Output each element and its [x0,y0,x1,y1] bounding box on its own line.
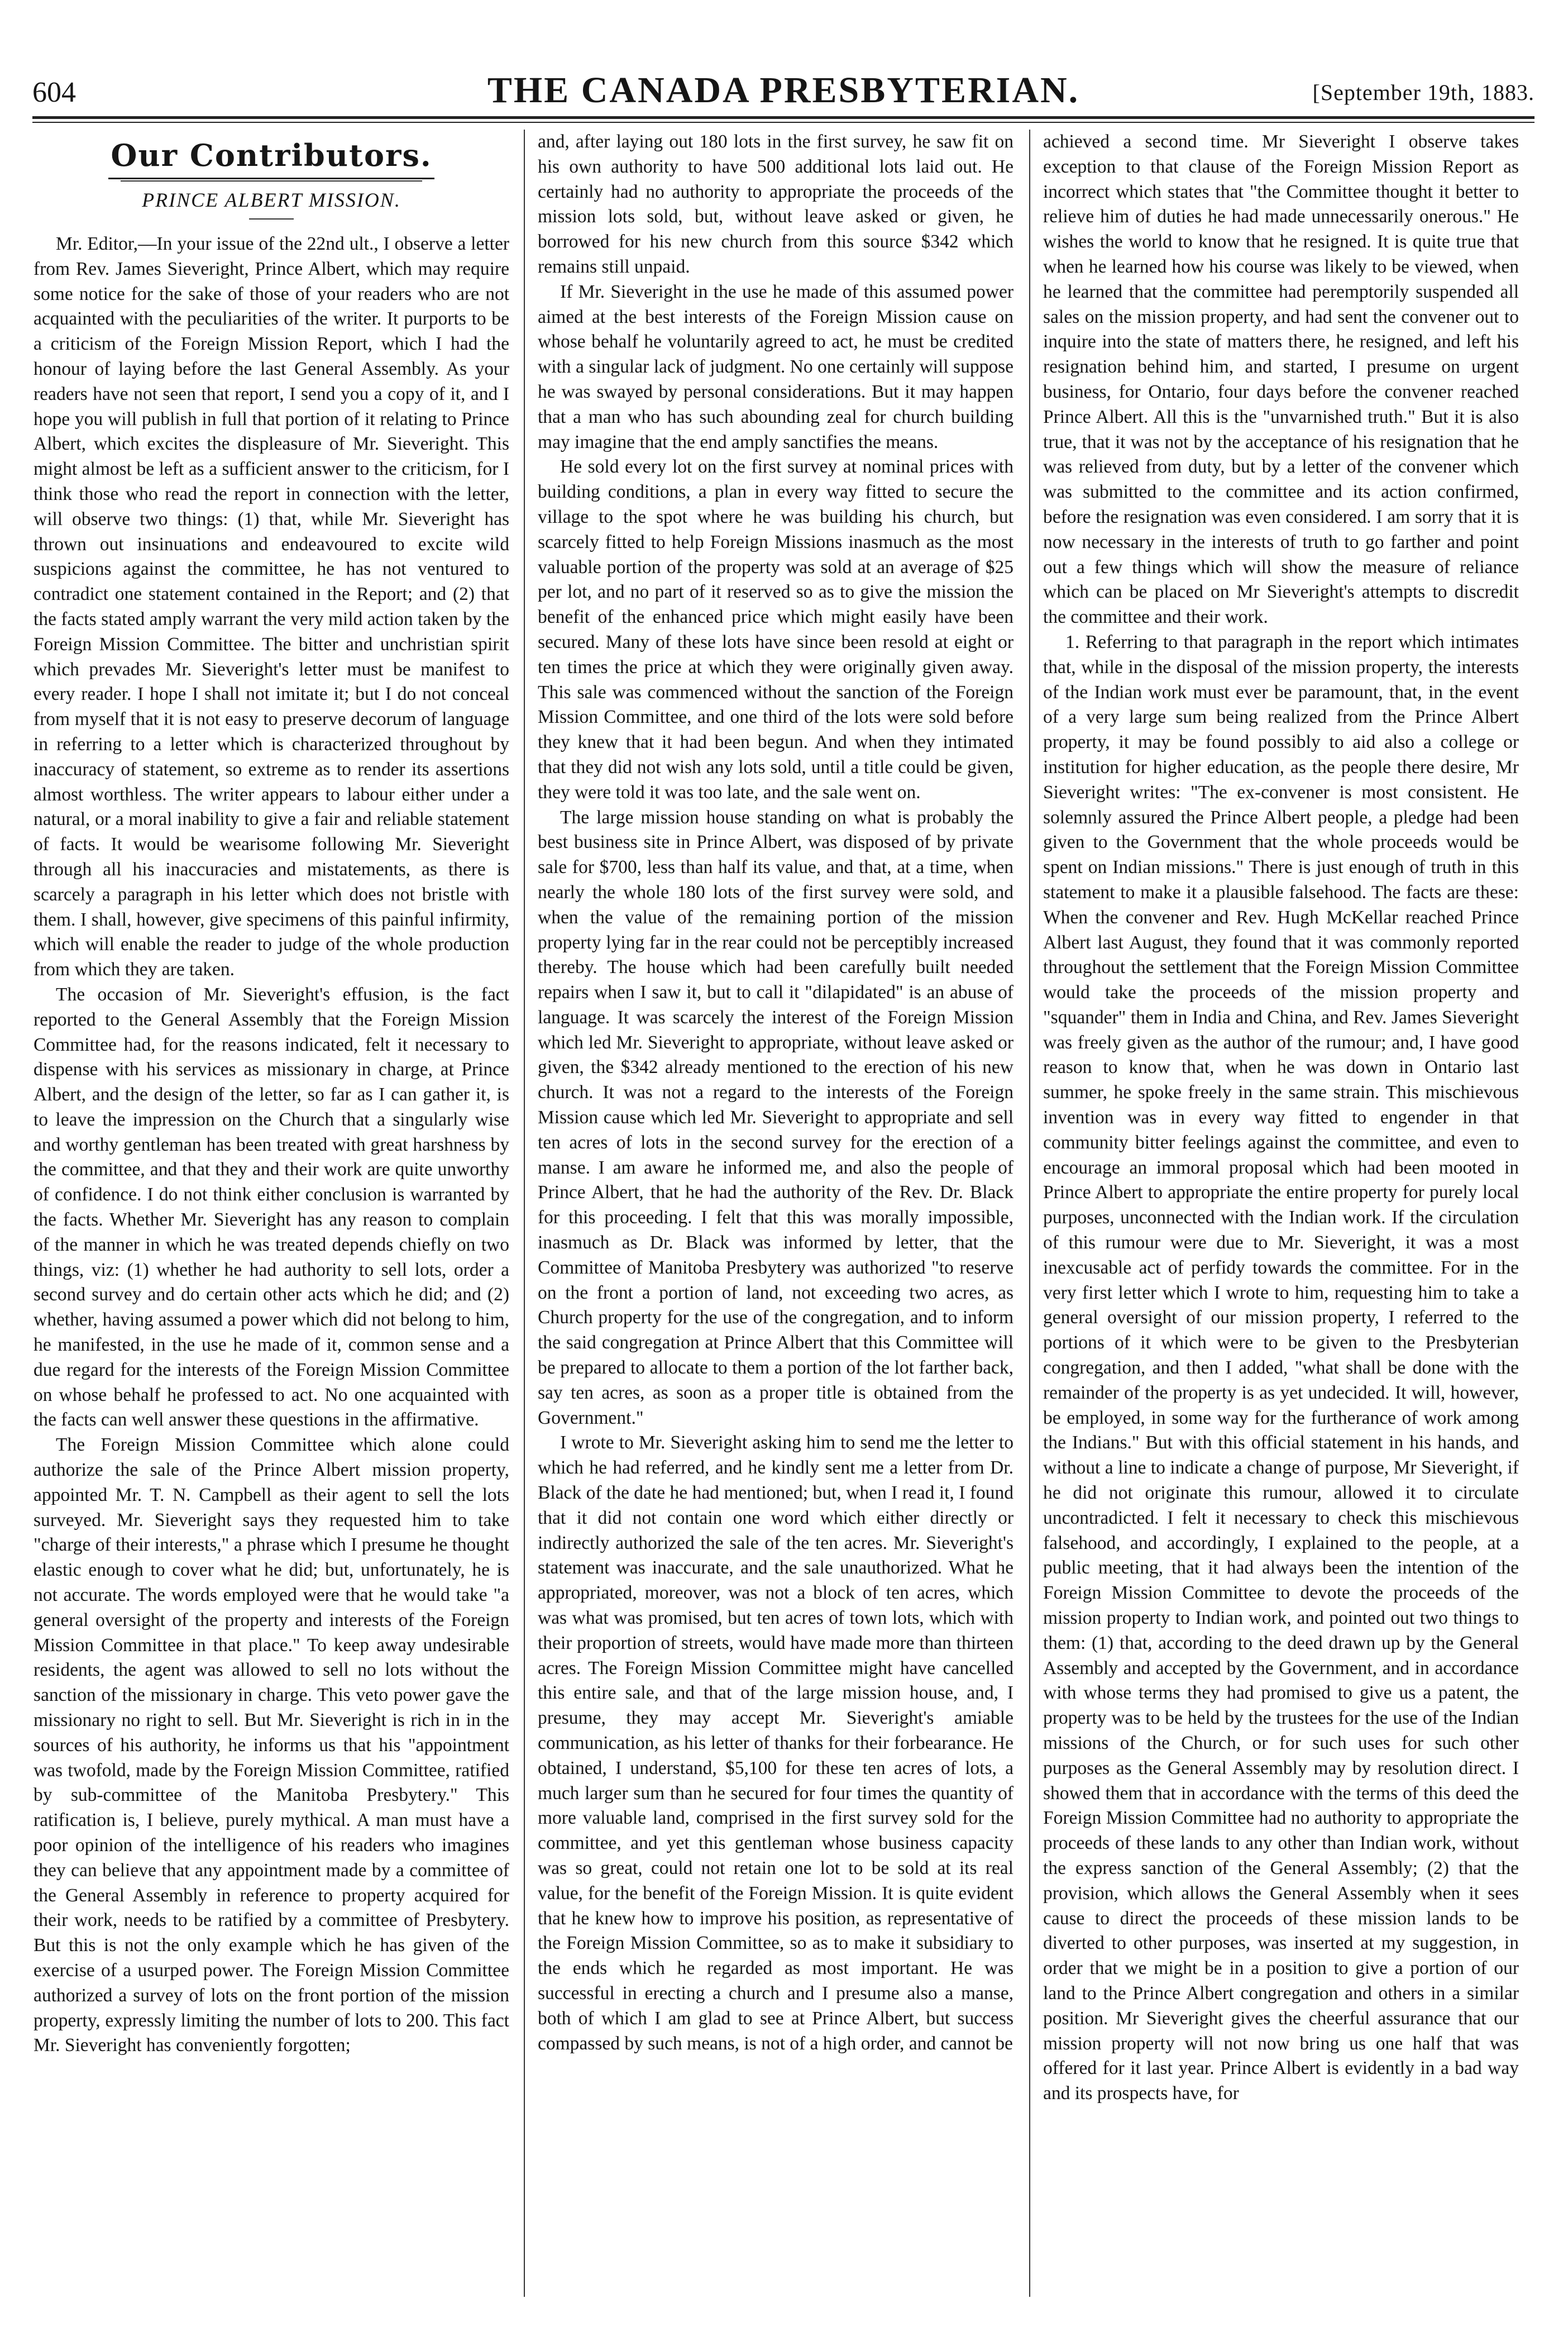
paragraph: He sold every lot on the first survey at nominal prices with building conditions, a plan in every way fitted to secure the village to the spot where he was building his church, but scarcely fitted to help Foreign Missions inasmuch as the most valuable portion of the property was sold at an average of $25 per lot, and no part of it reserved so as to give the mission the benefit of the enhanced price which might easily have been secured. Many of these lots have since been resold at eight or ten times the price at which they were originally given away. This sale was commenced without the sanction of the Foreign Mission Committee, and one third of the lots were sold before they knew that it had been begun. And when they intimated that they did not wish any lots sold, until a title could be given, they were told it was too late, and the sale went on. [538,456,1014,803]
column-2 [538,130,1014,2302]
masthead [32,66,1534,116]
column-3 [1043,130,1519,2302]
page-number: 604 [32,77,76,108]
issue-date: [September 19th, 1883. [1312,80,1534,105]
masthead-rule-thin [32,122,1534,123]
column-divider [524,130,525,2297]
section-heading: Our Contributors. [34,133,509,179]
paragraph: 1. Referring to that paragraph in the report which intimates that, while in the disposal of the mission property, the interests of the Indian work must ever be paramount, that, in the event of a very large sum being realized from the Prince Albert property, it may be found possibly to aid also a college or institution for higher education, as the people there desire, Mr Sieveright writes: "The ex-convener is most consistent. He solemnly assured the Prince Albert people, a pledge had been given to the Government that the whole proceeds would be spent on Indian missions." There is just enough of truth in this statement to make it a plausible falsehood. The facts are these: When the convener and Rev. Hugh McKellar reached Prince Albert last August, they found that it was commonly reported throughout the settlement that the Foreign Mission Committee would take the proceeds of the mission property and "squander" them in India and China, and Rev. James Sieveright was freely given as the author of the rumour; and, I have good reason to know that, when he was down in Ontario last summer, he spoke freely in the same strain. This mischievous invention was in every way fitted to engender in that community bitter feelings against the committee, and even to encourage an immoral proposal which had been mooted in Prince Albert to appropriate the entire property for purely local purposes, unconnected with the Indian work. If the circulation of this rumour were due to Mr. Sieveright, it was a most inexcusable act of perfidy towards the committee. For in the very first letter which I wrote to him, requesting him to take a general oversight of our mission property, I referred to the portions of it which were to be given to the Presbyterian congregation, and then I added, "what shall be done with the remainder of the property is as yet undecided. It will, however, be employed, in some way for the furtherance of work among the Indians." But with this official statement in his hands, and without a line to indicate a change of purpose, Mr Sieveright, if he did not originate this rumour, allowed it to circulate uncontradicted. I felt it necessary to check this mischievous falsehood, and accordingly, I explained to the people, at a public meeting, that it had always been the intention of the Foreign Mission Committee to devote the proceeds of the mission property to Indian work, and pointed out two things to them: (1) that, according to the deed drawn up by the General Assembly and accepted by the Government, and in accordance with whose terms they had promised to give us a patent, the property was to be held by the trustees for the use of the Indian missions of the Church, or for such uses for such other purposes as the General Assembly may by resolution direct. I showed them that in accordance with the terms of this deed the Foreign Mission Committee had no authority to appropriate the proceeds of these lands to any other than Indian work, without the express sanction of the General Assembly; (2) that the provision, which allows the General Assembly when it sees cause to direct the proceeds of these mission lands to be diverted to other purposes, was inserted at my suggestion, in order that we might be in a position to give a portion of our land to the Prince Albert congregation and others in a similar position. Mr Sieveright gives the cheerful assurance that our mission property will not now bring us one half that was offered for it last year. Prince Albert is evidently in a bad way and its prospects have, for [1043,631,1519,2104]
column-1 [34,130,509,2302]
paragraph: The occasion of Mr. Sieveright's effusion, is the fact reported to the General Assembly that the Foreign Mission Committee had, for the reasons indicated, felt it necessary to dispense with his services as missionary in charge, at Prince Albert, and the design of the letter, so far as I can gather it, is to leave the impression on the Church that a singularly wise and worthy gentleman has been treated with great harshness by the committee, and that they and their work are quite unworthy of confidence. I do not think either conclusion is warranted by the facts. Whether Mr. Sieveright has any reason to complain of the manner in which he was treated depends chiefly on two things, viz: (1) whether he had authority to sell lots, order a second survey and do certain other acts which he did; and (2) whether, having assumed a power which did not belong to him, he manifested, in the use he made of it, common sense and a due regard for the interests of the Foreign Mission Committee on whose behalf he professed to act. No one acquainted with the facts can well answer these questions in the affirmative. [34,984,509,1430]
article-title: PRINCE ALBERT MISSION. [34,180,509,220]
paragraph: achieved a second time. Mr Sieveright I observe takes exception to that clause of the Foreign Mission Report as incorrect which states that "the Committee thought it better to relieve him of duties he had made unnecessarily onerous." He wishes the world to know that he resigned. It is quite true that when he learned how his course was likely to be viewed, when he learned that the committee had peremptorily suspended all sales on the mission property, and had sent the convener out to inquire into the state of matters there, he resigned, and left his resignation behind him, and started, I presume on urgent business, for Ontario, four days before the convener reached Prince Albert. All this is the "unvarnished truth." But it is also true, that it was not by the acceptance of his resignation that he was relieved from duty, but by a letter of the convener which was submitted to the committee and its action confirmed, before the resignation was even considered. I am sorry that it is now necessary in the interests of truth to go farther and point out a few things which will show the measure of reliance which can be placed on Mr Sieveright's attempts to discredit the committee and their work. [1043,131,1519,628]
paragraph: If Mr. Sieveright in the use he made of this assumed power aimed at the best interests of the Foreign Mission cause on whose behalf he voluntarily agreed to act, he must be credited with a singular lack of judgment. No one certainly will suppose he was swayed by personal considerations. But it may happen that a man who has such abounding zeal for church building may imagine that the end amply sanctifies the means. [538,281,1014,452]
paragraph: The large mission house standing on what is probably the best business site in Prince Albert, was disposed of by private sale for $700, less than half its value, and that, at a time, when nearly the whole 180 lots of the first survey were sold, and when the value of the remaining portion of the mission property lying far in the rear could not be perceptibly increased thereby. The house which had been carefully built needed repairs when I saw it, but to call it "dilapidated" is an abuse of language. It was scarcely the interest of the Foreign Mission which led Mr. Sieveright to appropriate, without leave asked or given, the $342 already mentioned to the erection of his new church. It was not a regard to the interests of the Foreign Mission cause which led Mr. Sieveright to appropriate and sell ten acres of lots in the second survey for the erection of a manse. I am aware he informed me, and also the people of Prince Albert, that he had the authority of the Rev. Dr. Black for this proceeding. I felt that this was morally impossible, inasmuch as Dr. Black was informed by letter, that the Committee of Manitoba Presbytery was authorized "to reserve on the front a portion of land, not exceeding two acres, as Church property for the use of the congregation, and to inform the said congregation at Prince Albert that this Committee will be prepared to allocate to them a portion of the lot farther back, say ten acres, as soon as a proper title is obtained from the Government." [538,807,1014,1428]
masthead-rule [32,116,1534,119]
paragraph: The Foreign Mission Committee which alone could authorize the sale of the Prince Albert mission property, appointed Mr. T. N. Campbell as their agent to sell the lots surveyed. Mr. Sieveright says they requested him to take "charge of their interests," a phrase which I presume he thought elastic enough to cover what he did; but, unfortunately, he is not accurate. The words employed were that he would take "a general oversight of the property and interests of the Foreign Mission Committee in that place." To keep away undesirable residents, the agent was allowed to sell no lots without the sanction of the missionary in charge. This veto power gave the missionary no right to sell. But Mr. Sieveright is rich in in the sources of his authority, he informs us that his "appointment was twofold, made by the Foreign Mission Committee, ratified by sub-committee of the Manitoba Presbytery." This ratification is, I believe, purely mythical. A man must have a poor opinion of the intelligence of his readers who imagines they can believe that any appointment made by a committee of the General Assembly in reference to property acquired for their work, needs to be ratified by a committee of Presbytery. But this is not the only example which he has given of the exercise of a usurped power. The Foreign Mission Committee authorized a survey of lots on the front portion of the mission property, expressly limiting the number of lots to 200. This fact Mr. Sieveright has conveniently forgotten; [34,1434,509,2056]
column-divider [1029,130,1030,2297]
paragraph: Mr. Editor,—In your issue of the 22nd ult., I observe a letter from Rev. James Sieveright, Prince Albert, which may require some notice for the sake of those of your readers who are not acquainted with the peculiarities of the writer. It purports to be a criticism of the Foreign Mission Report, which I had the honour of laying before the last General Assembly. As your readers have not seen that report, I send you a copy of it, and I hope you will publish in full that portion of it relating to Prince Albert, which excites the displeasure of Mr. Sieveright. This might almost be left as a sufficient answer to the criticism, for I think those who read the report in connection with the letter, will observe two things: (1) that, while Mr. Sieveright has thrown out insinuations and endeavoured to excite wild suspicions against the committee, he has not ventured to contradict one statement contained in the Report; and (2) that the facts stated amply warrant the very mild action taken by the Foreign Mission Committee. The bitter and unchristian spirit which prevades Mr. Sieveright's letter must be manifest to every reader. I hope I shall not imitate it; but I do not conceal from myself that it is not easy to preserve decorum of language in referring to a letter which is characterized throughout by inaccuracy of statement, so extreme as to render its assertions almost worthless. The writer appears to labour either under a natural, or a moral inability to give a fair and reliable statement of facts. It would be wearisome following Mr. Sieveright through all his inaccuracies and mistatements, as there is scarcely a paragraph in his letter which does not bristle with them. I shall, however, give specimens of this painful infirmity, which will enable the reader to judge of the whole production from which they are taken. [34,233,509,980]
newspaper-title: THE CANADA PRESBYTERIAN. [487,70,1080,111]
paragraph: I wrote to Mr. Sieveright asking him to send me the letter to which he had referred, and he kindly sent me a letter from Dr. Black of the date he had mentioned; but, when I read it, I found that it did not contain one word which either directly or indirectly authorized the sale of the ten acres. Mr. Sieveright's statement was inaccurate, and the sale unauthorized. What he appropriated, moreover, was not a block of ten acres, which was what was promised, but ten acres of town lots, which with their proportion of streets, would have made more than thirteen acres. The Foreign Mission Committee might have cancelled this entire sale, and that of the large mission house, and, I presume, they may accept Mr. Sieveright's amiable communication, as his letter of thanks for their forbearance. He obtained, I understand, $5,100 for these ten acres of lots, a much larger sum than he secured for four times the quantity of more valuable land, comprised in the first survey sold for the committee, and yet this gentleman whose business capacity was so great, could not retain one lot to be sold at its real value, for the benefit of the Foreign Mission. It is quite evident that he knew how to improve his position, as representative of the Foreign Mission Committee, so as to make it subsidiary to the ends which he regarded as most important. He was successful in erecting a church and I presume also a manse, both of which I am glad to see at Prince Albert, but success compassed by such means, is not of a high order, and cannot be [538,1432,1014,2054]
paragraph: and, after laying out 180 lots in the first survey, he saw fit on his own authority to have 500 additional lots laid out. He certainly had no authority to appropriate the proceeds of the mission lots sold, but, without leave asked or given, he borrowed for his new church from this source $342 which remains still unpaid. [538,131,1014,277]
